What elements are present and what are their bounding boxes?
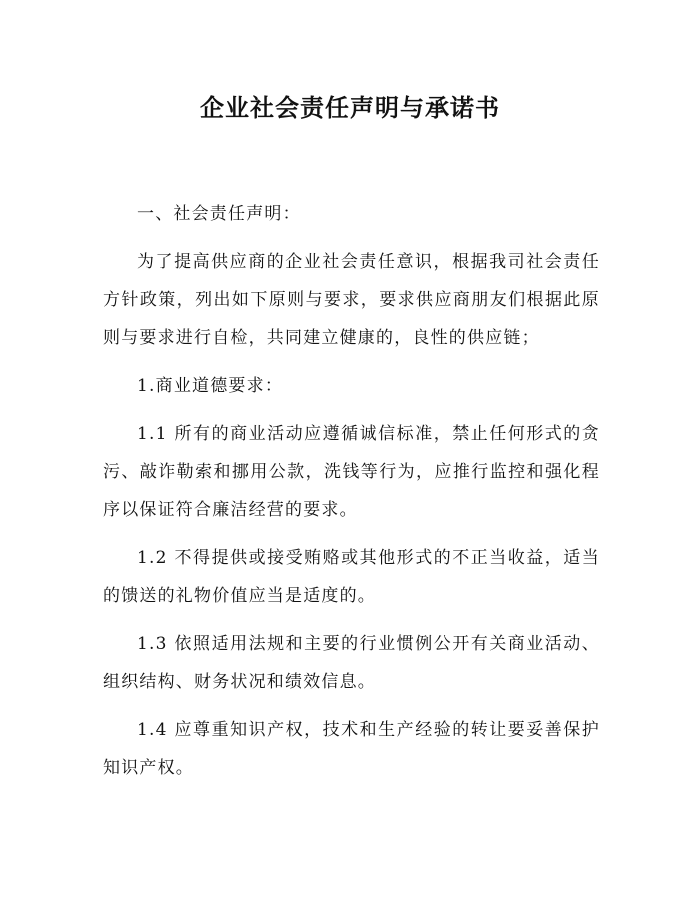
clause-1-3: 1.3 依照适用法规和主要的行业惯例公开有关商业活动、组织结构、财务状况和绩效信息。 [103, 634, 600, 692]
clause-1-2: 1.2 不得提供或接受贿赂或其他形式的不正当收益，适当的馈送的礼物价值应当是适度的。 [103, 548, 600, 606]
subsection-heading-business-ethics: 1.商业道德要求： [137, 376, 284, 396]
intro-paragraph: 为了提高供应商的企业社会责任意识，根据我司社会责任方针政策，列出如下原则与要求，要求供应商朋友们根据此原则与要求进行自检，共同建立健康的，良性的供应链； [103, 252, 600, 348]
document-body [103, 195, 600, 797]
document-title: 企业社会责任声明与承诺书 [200, 93, 500, 122]
section-heading-social-responsibility: 一、社会责任声明： [137, 204, 301, 224]
clause-1-4: 1.4 应尊重知识产权，技术和生产经验的转让要妥善保护知识产权。 [103, 720, 600, 778]
clause-1-1: 1.1 所有的商业活动应遵循诚信标准，禁止任何形式的贪污、敲诈勒索和挪用公款，洗钱等行为，应推行监控和强化程序以保证符合廉洁经营的要求。 [103, 424, 600, 520]
